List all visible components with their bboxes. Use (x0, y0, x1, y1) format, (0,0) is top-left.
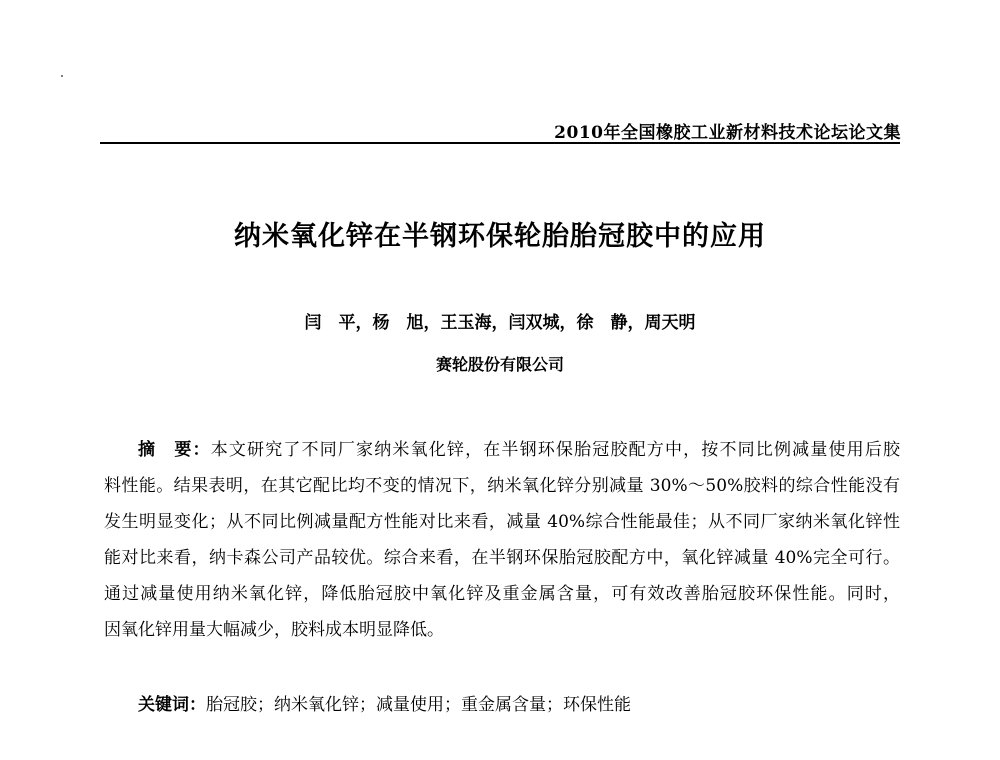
abstract-line: 因氧化锌用量大幅减少，胶料成本明显降低。 (104, 620, 444, 640)
scan-speck (61, 75, 63, 77)
keywords-label: 关键词： (138, 695, 206, 715)
abstract-line (104, 432, 900, 468)
header-rule (100, 142, 900, 144)
abstract-line: 料性能。结果表明，在其它配比均不变的情况下，纳米氧化锌分别减量 30%～50%胶料的综合性能没有 (104, 476, 900, 496)
running-header: 2010年全国橡胶工业新材料技术论坛论文集 (554, 123, 901, 143)
abstract-line: 通过减量使用纳米氧化锌，降低胎冠胶中氧化锌及重金属含量，可有效改善胎冠胶环保性能。同时， (104, 584, 900, 604)
keywords-text: 胎冠胶；纳米氧化锌；减量使用；重金属含量；环保性能 (206, 695, 631, 715)
abstract-text: 本文研究了不同厂家纳米氧化锌，在半钢环保胎冠胶配方中，按不同比例减量使用后胶 (210, 440, 901, 460)
abstract-line: 发生明显变化；从不同比例减量配方性能对比来看，减量 40%综合性能最佳；从不同厂家纳米氧化锌性 (104, 512, 900, 532)
affiliation: 赛轮股份有限公司 (435, 355, 564, 374)
keywords (138, 690, 631, 715)
abstract-line: 能对比来看，纳卡森公司产品较优。综合来看，在半钢环保胎冠胶配方中，氧化锌减量 40%完全可行。 (104, 548, 900, 568)
abstract (104, 432, 900, 648)
author-list: 闫 平，杨 旭，王玉海，闫双城，徐 静，周天明 (304, 313, 696, 333)
paper-title: 纳米氧化锌在半钢环保轮胎胎冠胶中的应用 (234, 221, 766, 252)
abstract-label: 摘 要： (138, 440, 211, 460)
